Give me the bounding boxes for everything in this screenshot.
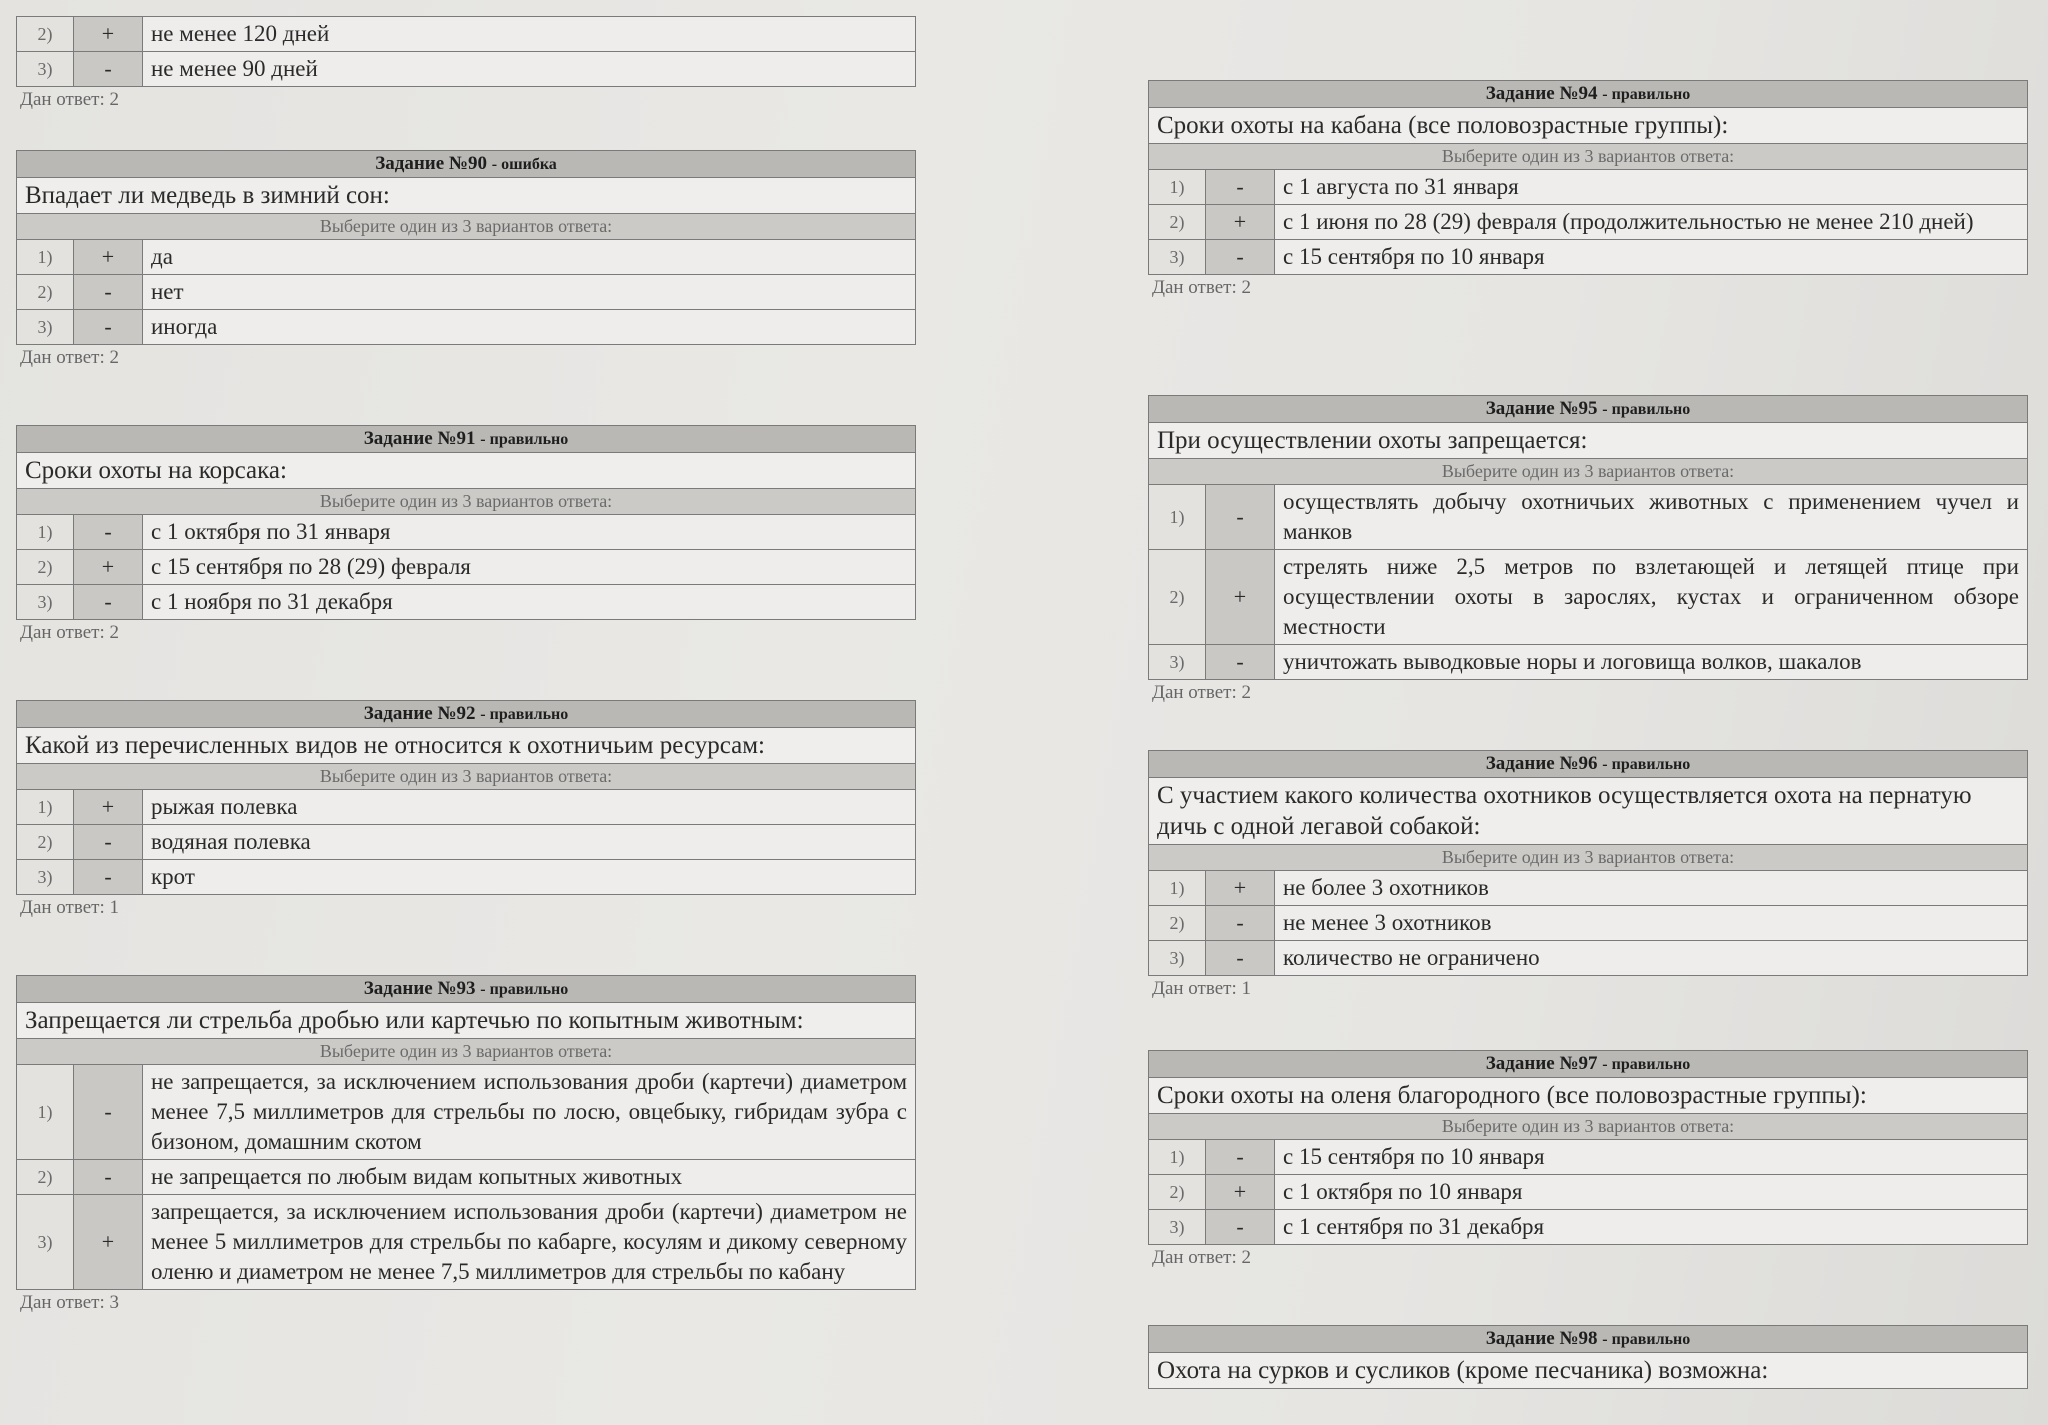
given-value: 2 — [1241, 277, 1251, 298]
given-label: Дан ответ: — [20, 1292, 105, 1313]
task-98 — [1148, 1325, 2028, 1389]
given-label: Дан ответ: — [20, 622, 105, 643]
task-status: правильно — [489, 706, 569, 723]
option-mark: - — [1206, 170, 1275, 205]
option-mark: - — [1206, 1140, 1275, 1175]
header-label: Задание — [363, 978, 433, 999]
task-table — [1148, 80, 2028, 275]
question-text: Охота на сурков и сусликов (кроме песчаника) возможна: — [1149, 1353, 2028, 1389]
choose-instruction: Выберите один из 3 вариантов ответа: — [17, 214, 916, 240]
task-header: Задание №96 - правильно — [1149, 751, 2028, 778]
option-number: 2) — [1149, 1175, 1206, 1210]
option-mark: - — [74, 1065, 143, 1160]
option-mark: - — [1206, 941, 1275, 976]
question-text: С участием какого количества охотников осуществляется охота на пернатую дичь с одной легавой собакой: — [1149, 778, 2028, 845]
task-table — [1148, 395, 2028, 680]
option-row — [1149, 1175, 2028, 1210]
task-table — [16, 425, 916, 620]
option-number: 2) — [1149, 906, 1206, 941]
given-label: Дан ответ: — [1152, 682, 1237, 703]
option-number: 1) — [17, 1065, 74, 1160]
option-text: стрелять ниже 2,5 метров по взлетающей и летящей птице при осуществлении охоты в зарослях, кустах и ограниченном обзоре местности — [1275, 550, 2028, 645]
task-table — [16, 16, 916, 87]
option-row — [17, 52, 916, 87]
task-header: Задание №97 - правильно — [1149, 1051, 2028, 1078]
option-mark: - — [74, 52, 143, 87]
task-table — [16, 975, 916, 1290]
option-text: с 1 ноября по 31 декабря — [143, 585, 916, 620]
option-number: 3) — [1149, 1210, 1206, 1245]
option-row — [17, 515, 916, 550]
option-mark: - — [1206, 906, 1275, 941]
task-header: Задание №94 - правильно — [1149, 81, 2028, 108]
choose-instruction: Выберите один из 3 вариантов ответа: — [1149, 845, 2028, 871]
option-mark: + — [1206, 1175, 1275, 1210]
option-row — [1149, 550, 2028, 645]
option-number: 1) — [17, 515, 74, 550]
given-value: 2 — [109, 347, 119, 368]
choose-instruction: Выберите один из 3 вариантов ответа: — [17, 764, 916, 790]
task-number: №93 — [437, 978, 476, 999]
option-row — [17, 1195, 916, 1290]
option-mark: - — [1206, 1210, 1275, 1245]
task-header: Задание №91 - правильно — [17, 426, 916, 453]
option-row — [17, 310, 916, 345]
given-answer — [16, 897, 916, 919]
option-text: с 1 октября по 31 января — [143, 515, 916, 550]
option-text: не менее 90 дней — [143, 52, 916, 87]
option-row — [1149, 1140, 2028, 1175]
option-number: 3) — [17, 860, 74, 895]
given-label: Дан ответ: — [20, 347, 105, 368]
option-row — [1149, 485, 2028, 550]
task-table — [1148, 1325, 2028, 1389]
task-96 — [1148, 750, 2028, 1000]
option-row — [17, 825, 916, 860]
given-label: Дан ответ: — [1152, 1247, 1237, 1268]
option-row — [1149, 941, 2028, 976]
option-row — [1149, 645, 2028, 680]
option-number: 3) — [1149, 941, 1206, 976]
given-label: Дан ответ: — [20, 89, 105, 110]
option-number: 2) — [17, 1160, 74, 1195]
task-number: №97 — [1559, 1053, 1598, 1074]
question-text: Сроки охоты на оленя благородного (все половозрастные группы): — [1149, 1078, 2028, 1114]
option-text: с 15 сентября по 10 января — [1275, 1140, 2028, 1175]
task-table — [16, 150, 916, 345]
option-number: 3) — [17, 1195, 74, 1290]
given-value: 3 — [109, 1292, 119, 1313]
task-status: ошибка — [501, 156, 557, 173]
task-97 — [1148, 1050, 2028, 1269]
task-number: №90 — [448, 153, 488, 174]
task-header: Задание №93 - правильно — [17, 976, 916, 1003]
option-text: с 1 августа по 31 января — [1275, 170, 2028, 205]
header-label: Задание — [1485, 398, 1555, 419]
task-95 — [1148, 395, 2028, 704]
header-label: Задание — [1485, 753, 1555, 774]
task-number: №91 — [437, 428, 476, 449]
option-number: 3) — [1149, 240, 1206, 275]
option-text: с 1 июня по 28 (29) февраля (продолжительностью не менее 210 дней) — [1275, 205, 2028, 240]
task-91 — [16, 425, 916, 644]
task-status: правильно — [1611, 756, 1691, 773]
option-number: 1) — [17, 790, 74, 825]
option-number: 2) — [1149, 205, 1206, 240]
given-label: Дан ответ: — [20, 897, 105, 918]
option-text: не запрещается, за исключением использования дроби (картечи) диаметром менее 7,5 миллиметров для стрельбы по лосю, овцебыку, гибридам зубра с бизоном, домашним скотом — [143, 1065, 916, 1160]
option-number: 2) — [17, 825, 74, 860]
option-text: рыжая полевка — [143, 790, 916, 825]
option-row — [17, 585, 916, 620]
given-label: Дан ответ: — [1152, 277, 1237, 298]
question-text: Сроки охоты на корсака: — [17, 453, 916, 489]
option-number: 3) — [17, 310, 74, 345]
option-row — [17, 1160, 916, 1195]
option-text: нет — [143, 275, 916, 310]
option-row — [17, 240, 916, 275]
task-fragment-89 — [16, 16, 916, 111]
given-value: 2 — [1241, 682, 1251, 703]
option-text: да — [143, 240, 916, 275]
header-label: Задание — [363, 428, 433, 449]
choose-instruction: Выберите один из 3 вариантов ответа: — [1149, 1114, 2028, 1140]
option-mark: - — [74, 585, 143, 620]
option-row — [17, 1065, 916, 1160]
option-text: уничтожать выводковые норы и логовища волков, шакалов — [1275, 645, 2028, 680]
option-number: 3) — [17, 52, 74, 87]
given-answer — [16, 622, 916, 644]
option-number: 2) — [17, 550, 74, 585]
header-label: Задание — [1485, 1053, 1555, 1074]
option-number: 1) — [1149, 871, 1206, 906]
question-text: Какой из перечисленных видов не относится к охотничьим ресурсам: — [17, 728, 916, 764]
option-number: 3) — [17, 585, 74, 620]
given-value: 2 — [1241, 1247, 1251, 1268]
option-mark: - — [74, 275, 143, 310]
option-mark: - — [74, 1160, 143, 1195]
option-mark: - — [74, 515, 143, 550]
given-value: 1 — [109, 897, 119, 918]
option-row — [1149, 871, 2028, 906]
option-row — [1149, 906, 2028, 941]
given-label: Дан ответ: — [1152, 978, 1237, 999]
given-value: 1 — [1241, 978, 1251, 999]
question-text: Сроки охоты на кабана (все половозрастные группы): — [1149, 108, 2028, 144]
option-number: 2) — [17, 17, 74, 52]
option-text: иногда — [143, 310, 916, 345]
task-93 — [16, 975, 916, 1314]
given-answer — [1148, 1247, 2028, 1269]
task-94 — [1148, 80, 2028, 299]
given-answer — [16, 1292, 916, 1314]
task-status: правильно — [1611, 1056, 1691, 1073]
option-number: 2) — [17, 275, 74, 310]
task-status: правильно — [489, 431, 569, 448]
task-header: Задание №92 - правильно — [17, 701, 916, 728]
task-header: Задание №90 - ошибка — [17, 151, 916, 178]
question-text: При осуществлении охоты запрещается: — [1149, 423, 2028, 459]
question-text: Запрещается ли стрельба дробью или картечью по копытным животным: — [17, 1003, 916, 1039]
task-number: №95 — [1559, 398, 1598, 419]
header-label: Задание — [1485, 83, 1555, 104]
option-row — [1149, 1210, 2028, 1245]
option-number: 1) — [1149, 170, 1206, 205]
option-row — [1149, 170, 2028, 205]
option-row — [17, 550, 916, 585]
option-mark: - — [1206, 645, 1275, 680]
option-mark: - — [1206, 485, 1275, 550]
option-mark: + — [74, 790, 143, 825]
choose-instruction: Выберите один из 3 вариантов ответа: — [17, 1039, 916, 1065]
header-label: Задание — [363, 703, 433, 724]
option-row — [17, 860, 916, 895]
option-row — [1149, 205, 2028, 240]
header-label: Задание — [1485, 1328, 1555, 1349]
task-number: №94 — [1559, 83, 1598, 104]
given-value: 2 — [109, 622, 119, 643]
choose-instruction: Выберите один из 3 вариантов ответа: — [17, 489, 916, 515]
task-header: Задание №95 - правильно — [1149, 396, 2028, 423]
task-90 — [16, 150, 916, 369]
option-text: запрещается, за исключением использования дроби (картечи) диаметром не менее 5 миллиметров для стрельбы по кабарге, косулям и дикому северному оленю и диаметром не менее 7,5 миллиметров для стрельбы по кабану — [143, 1195, 916, 1290]
given-answer — [16, 347, 916, 369]
task-number: №98 — [1559, 1328, 1598, 1349]
option-mark: - — [74, 310, 143, 345]
header-label: Задание — [375, 153, 445, 174]
option-text: водяная полевка — [143, 825, 916, 860]
task-status: правильно — [1611, 401, 1691, 418]
task-status: правильно — [489, 981, 569, 998]
option-number: 3) — [1149, 645, 1206, 680]
task-table — [1148, 1050, 2028, 1245]
option-row — [1149, 240, 2028, 275]
option-text: не запрещается по любым видам копытных животных — [143, 1160, 916, 1195]
option-row — [17, 17, 916, 52]
option-mark: - — [74, 860, 143, 895]
option-number: 1) — [1149, 1140, 1206, 1175]
option-text: с 1 октября по 10 января — [1275, 1175, 2028, 1210]
option-mark: + — [74, 17, 143, 52]
option-text: с 1 сентября по 31 декабря — [1275, 1210, 2028, 1245]
option-mark: + — [74, 240, 143, 275]
given-answer — [16, 89, 916, 111]
option-mark: + — [1206, 205, 1275, 240]
option-mark: + — [74, 1195, 143, 1290]
question-text: Впадает ли медведь в зимний сон: — [17, 178, 916, 214]
given-value: 2 — [109, 89, 119, 110]
option-text: не менее 120 дней — [143, 17, 916, 52]
given-answer — [1148, 682, 2028, 704]
task-status: правильно — [1611, 1331, 1691, 1348]
option-mark: - — [1206, 240, 1275, 275]
option-text: с 15 сентября по 10 января — [1275, 240, 2028, 275]
option-mark: + — [1206, 550, 1275, 645]
given-answer — [1148, 978, 2028, 1000]
option-number: 1) — [17, 240, 74, 275]
option-number: 2) — [1149, 550, 1206, 645]
option-row — [17, 275, 916, 310]
option-mark: + — [1206, 871, 1275, 906]
option-mark: + — [74, 550, 143, 585]
choose-instruction: Выберите один из 3 вариантов ответа: — [1149, 459, 2028, 485]
option-mark: - — [74, 825, 143, 860]
task-92 — [16, 700, 916, 919]
given-answer — [1148, 277, 2028, 299]
option-text: с 15 сентября по 28 (29) февраля — [143, 550, 916, 585]
task-table — [16, 700, 916, 895]
option-text: не менее 3 охотников — [1275, 906, 2028, 941]
option-row — [17, 790, 916, 825]
option-number: 1) — [1149, 485, 1206, 550]
option-text: осуществлять добычу охотничьих животных с применением чучел и манков — [1275, 485, 2028, 550]
task-number: №92 — [437, 703, 476, 724]
option-text: крот — [143, 860, 916, 895]
task-table — [1148, 750, 2028, 976]
option-text: количество не ограничено — [1275, 941, 2028, 976]
task-header: Задание №98 - правильно — [1149, 1326, 2028, 1353]
task-number: №96 — [1559, 753, 1598, 774]
choose-instruction: Выберите один из 3 вариантов ответа: — [1149, 144, 2028, 170]
option-text: не более 3 охотников — [1275, 871, 2028, 906]
task-status: правильно — [1611, 86, 1691, 103]
